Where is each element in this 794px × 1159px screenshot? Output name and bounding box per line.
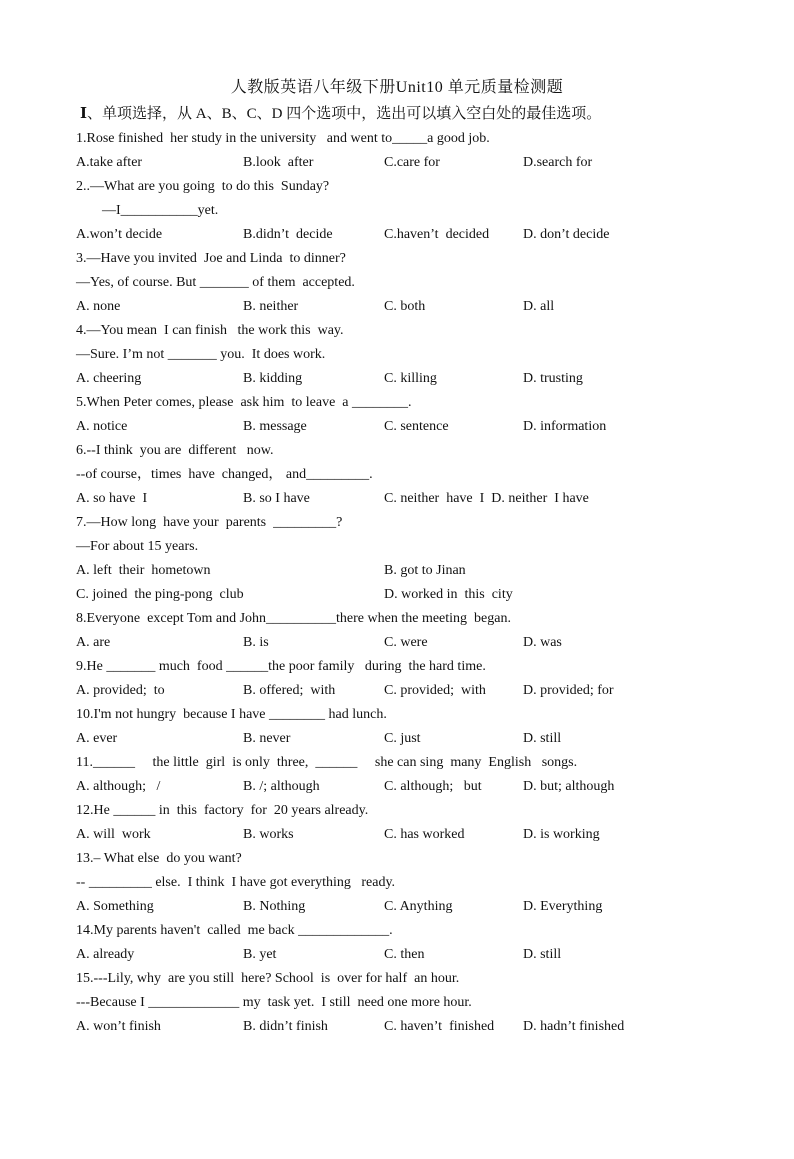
option-a: A. already	[76, 947, 135, 962]
question-stem: 15.---Lily, why are you still here? School is over for half an hour.	[76, 971, 460, 986]
option-c: C. both	[384, 299, 426, 314]
question-list	[76, 127, 776, 1039]
option-a: A. left their hometown	[76, 563, 211, 578]
option-d: D. was	[523, 635, 562, 650]
option-d: D. information	[523, 419, 607, 434]
option-a: A. are	[76, 635, 111, 650]
option-b: B. works	[243, 827, 294, 842]
question-stem: 6.--I think you are different now.	[76, 443, 274, 458]
page-title: 人教版英语八年级下册Unit10 单元质量检测题	[230, 79, 564, 96]
question-stem: -- _________ else. I think I have got everything ready.	[76, 875, 396, 890]
option-d: D. don’t decide	[523, 227, 610, 242]
option-a: A. so have I	[76, 491, 148, 506]
option-d: D. worked in this city	[384, 587, 513, 602]
question-stem: ---Because I _____________ my task yet. I still need one more hour.	[76, 995, 472, 1010]
question-stem: 1.Rose finished her study in the university and went to_____a good job.	[76, 131, 490, 146]
option-a: A.take after	[76, 155, 143, 170]
option-c: C. Anything	[384, 899, 453, 914]
option-c: C. has worked	[384, 827, 465, 842]
question-stem: 2..—What are you going to do this Sunday?	[76, 179, 330, 194]
question-stem: 10.I'm not hungry because I have ________ had lunch.	[76, 707, 387, 722]
option-b: B. /; although	[243, 779, 320, 794]
question-stem: 8.Everyone except Tom and John__________there when the meeting began.	[76, 611, 511, 626]
options-row	[76, 895, 776, 919]
options-row	[76, 943, 776, 967]
options-row	[76, 727, 776, 751]
option-a: A. notice	[76, 419, 128, 434]
question-stem: --of course，times have changed， and_________.	[76, 467, 373, 482]
question-stem: 7.—How long have your parents _________?	[76, 515, 343, 530]
options-row	[76, 823, 776, 847]
options-row	[76, 223, 776, 247]
option-d: D. still	[523, 947, 562, 962]
options-row	[76, 583, 776, 607]
question-stem: 3.—Have you invited Joe and Linda to dinner?	[76, 251, 346, 266]
option-d: D.search for	[523, 155, 593, 170]
option-c-d: C. neither have I D. neither I have	[384, 491, 589, 506]
option-a: A. ever	[76, 731, 118, 746]
options-row	[76, 151, 776, 175]
option-b: B. yet	[243, 947, 277, 962]
question-stem: 13.– What else do you want?	[76, 851, 242, 866]
option-a: A. cheering	[76, 371, 142, 386]
option-c: C. sentence	[384, 419, 449, 434]
options-row	[76, 487, 776, 511]
question-stem: 12.He ______ in this factory for 20 years already.	[76, 803, 369, 818]
options-row	[76, 679, 776, 703]
option-b: B. got to Jinan	[384, 563, 466, 578]
option-d: D. provided; for	[523, 683, 614, 698]
option-d: D. is working	[523, 827, 600, 842]
option-a: A. Something	[76, 899, 154, 914]
option-d: D. hadn’t finished	[523, 1019, 625, 1034]
question-stem: 11.______ the little girl is only three, ______ she can sing many English songs.	[76, 755, 578, 770]
option-c: C. just	[384, 731, 421, 746]
option-c: C. provided; with	[384, 683, 486, 698]
question-stem: —Sure. I’m not _______ you. It does work.	[76, 347, 326, 362]
options-row	[76, 367, 776, 391]
option-b: B. didn’t finish	[243, 1019, 328, 1034]
option-c: C. joined the ping-pong club	[76, 587, 244, 602]
question-stem: —For about 15 years.	[76, 539, 199, 554]
option-b: B.didn’t decide	[243, 227, 333, 242]
option-b: B. never	[243, 731, 291, 746]
options-row	[76, 775, 776, 799]
option-c: C. were	[384, 635, 428, 650]
option-c: C.care for	[384, 155, 440, 170]
options-row	[76, 295, 776, 319]
option-a: A.won’t decide	[76, 227, 163, 242]
question-stem: —I___________yet.	[102, 203, 219, 218]
question-stem: 5.When Peter comes, please ask him to leave a ________.	[76, 395, 412, 410]
option-c: C. killing	[384, 371, 437, 386]
option-d: D. still	[523, 731, 562, 746]
option-d: D. but; although	[523, 779, 615, 794]
option-b: B. neither	[243, 299, 299, 314]
option-b: B. Nothing	[243, 899, 306, 914]
options-row	[76, 1015, 776, 1039]
option-c: C.haven’t decided	[384, 227, 490, 242]
option-a: A. provided; to	[76, 683, 165, 698]
option-b: B. message	[243, 419, 307, 434]
option-b: B. is	[243, 635, 269, 650]
option-c: C. then	[384, 947, 425, 962]
option-b: B. kidding	[243, 371, 303, 386]
options-row	[76, 631, 776, 655]
option-b: B.look after	[243, 155, 314, 170]
option-a: A. none	[76, 299, 121, 314]
section-instruction: 、单项选择，从 A、B、C、D 四个选项中，选出可以填入空白处的最佳选项。	[87, 106, 602, 122]
question-stem: 9.He _______ much food ______the poor family during the hard time.	[76, 659, 486, 674]
options-row	[76, 415, 776, 439]
option-b: B. so I have	[243, 491, 310, 506]
option-a: A. although; /	[76, 779, 161, 794]
option-c: C. haven’t finished	[384, 1019, 495, 1034]
section-numeral: Ⅰ	[80, 106, 88, 122]
option-a: A. will work	[76, 827, 151, 842]
option-a: A. won’t finish	[76, 1019, 161, 1034]
question-stem: 14.My parents haven't called me back _____________.	[76, 923, 393, 938]
options-row	[76, 559, 776, 583]
option-d: D. Everything	[523, 899, 603, 914]
option-b: B. offered; with	[243, 683, 336, 698]
question-stem: —Yes, of course. But _______ of them accepted.	[76, 275, 355, 290]
section-heading	[80, 103, 780, 125]
option-c: C. although; but	[384, 779, 482, 794]
option-d: D. all	[523, 299, 555, 314]
option-d: D. trusting	[523, 371, 583, 386]
question-stem: 4.—You mean I can finish the work this way.	[76, 323, 344, 338]
